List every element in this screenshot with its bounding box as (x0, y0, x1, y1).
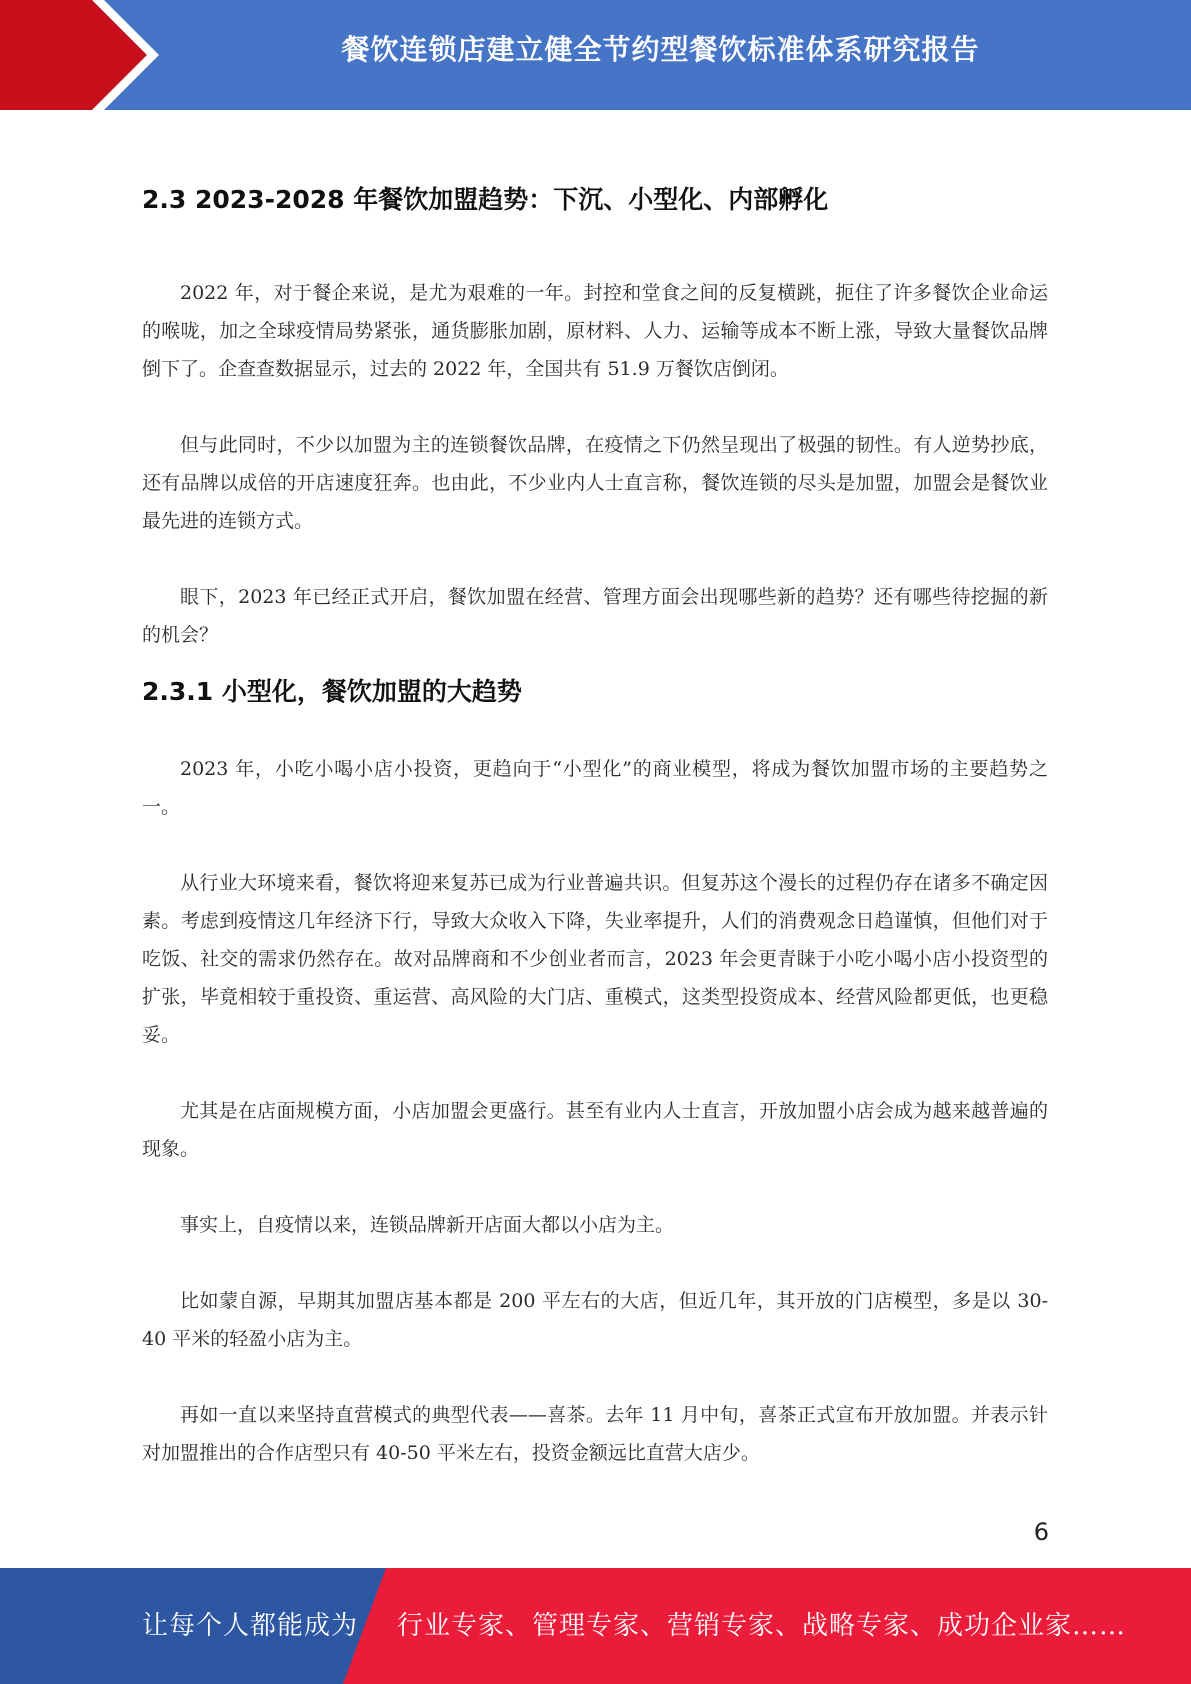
header-chevron-decoration (0, 0, 160, 110)
page-number: 6 (1033, 1518, 1049, 1546)
paragraph: 从行业大环境来看，餐饮将迎来复苏已成为行业普遍共识。但复苏这个漫长的过程仍存在诸多不确定因素。考虑到疫情这几年经济下行，导致大众收入下降，失业率提升，人们的消费观念日趋谨慎，但他们对于吃饭、社交的需求仍然存在。故对品牌商和不少创业者而言，2023 年会更青睐于小吃小喝小店小投资型的扩张，毕竟相较于重投资、重运营、高风险的大门店、重模式，这类型投资成本、经营风险都更低，也更稳妥。 (142, 872, 1048, 1046)
paragraph: 2022 年，对于餐企来说，是尤为艰难的一年。封控和堂食之间的反复横跳，扼住了许多餐饮企业命运的喉咙，加之全球疫情局势紧张，通货膨胀加剧，原材料、人力、运输等成本不断上涨，导致大量餐饮品牌倒下了。企查查数据显示，过去的 2022 年，全国共有 51.9 万餐饮店倒闭。 (142, 282, 1048, 380)
paragraph: 2023 年，小吃小喝小店小投资，更趋向于“小型化”的商业模型，将成为餐饮加盟市场的主要趋势之一。 (142, 758, 1048, 818)
footer-slogan-right: 行业专家、管理专家、营销专家、战略专家、成功企业家…… (397, 1611, 1127, 1641)
subsection-heading: 2.3.1 小型化，餐饮加盟的大趋势 (142, 677, 522, 706)
page-content (142, 180, 1048, 1472)
page-header (0, 0, 1191, 110)
paragraph: 事实上，自疫情以来，连锁品牌新开店面大都以小店为主。 (180, 1214, 675, 1236)
section-heading: 2.3 2023-2028 年餐饮加盟趋势：下沉、小型化、内部孵化 (142, 185, 829, 214)
report-title: 餐饮连锁店建立健全节约型餐饮标准体系研究报告 (341, 33, 980, 66)
paragraph: 尤其是在店面规模方面，小店加盟会更盛行。甚至有业内人士直言，开放加盟小店会成为越来越普遍的现象。 (142, 1100, 1048, 1160)
footer-slogan-left: 让每个人都能成为 (142, 1611, 359, 1641)
paragraph: 比如蒙自源，早期其加盟店基本都是 200 平左右的大店，但近几年，其开放的门店模型，多是以 30-40 平米的轻盈小店为主。 (142, 1290, 1048, 1350)
paragraph: 眼下，2023 年已经正式开启，餐饮加盟在经营、管理方面会出现哪些新的趋势？还有哪些待挖掘的新的机会？ (142, 586, 1048, 646)
paragraph: 但与此同时，不少以加盟为主的连锁餐饮品牌，在疫情之下仍然呈现出了极强的韧性。有人逆势抄底，还有品牌以成倍的开店速度狂奔。也由此，不少业内人士直言称，餐饮连锁的尽头是加盟，加盟会是餐饮业最先进的连锁方式。 (142, 434, 1048, 532)
paragraph: 再如一直以来坚持直营模式的典型代表——喜茶。去年 11 月中旬，喜茶正式宣布开放加盟。并表示针对加盟推出的合作店型只有 40-50 平米左右，投资金额远比直营大店少。 (142, 1404, 1048, 1464)
page-footer (0, 1568, 1191, 1684)
